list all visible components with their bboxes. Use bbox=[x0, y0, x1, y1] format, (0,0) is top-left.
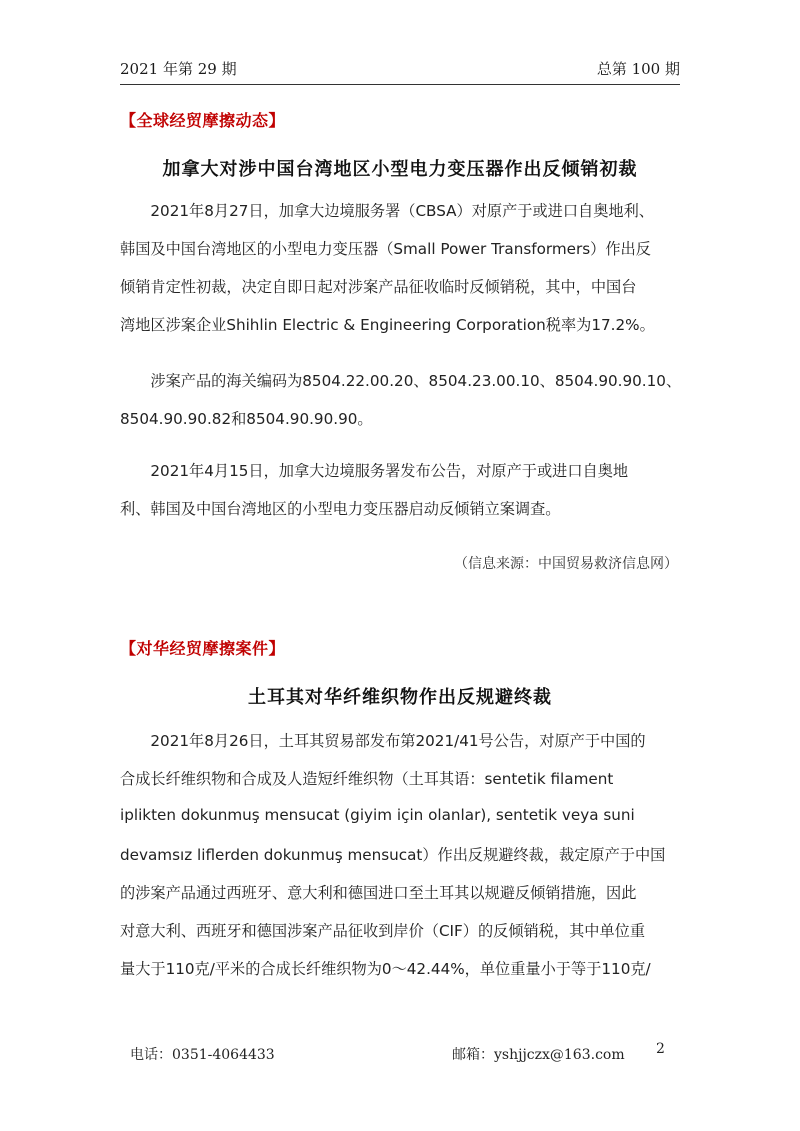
contact-email: 邮箱：yshjjczx@163.com bbox=[452, 1047, 625, 1063]
text-line: 韩国及中国台湾地区的小型电力变压器（Small Power Transformers）作出反 bbox=[120, 240, 651, 258]
article-title-canada: 加拿大对涉中国台湾地区小型电力变压器作出反倾销初裁 bbox=[162, 159, 638, 180]
text-line: 量大于110克/平米的合成长纤维织物为0～42.44%，单位重量小于等于110克/ bbox=[120, 960, 651, 978]
page-number: 2 bbox=[656, 1041, 665, 1057]
paragraph-canada-1 bbox=[120, 200, 680, 350]
text-line: 2021年4月15日，加拿大边境服务署发布公告，对原产于或进口自奥地 bbox=[120, 462, 629, 480]
text-line: 倾销肯定性初裁，决定自即日起对涉案产品征收临时反倾销税，其中，中国台 bbox=[120, 278, 637, 296]
total-issue-number: 总第 100 期 bbox=[596, 60, 680, 78]
text-line: 2021年8月26日，土耳其贸易部发布第2021/41号公告，对原产于中国的 bbox=[120, 732, 646, 750]
page-header bbox=[120, 58, 680, 82]
issue-number: 2021 年第 29 期 bbox=[120, 60, 237, 78]
section-tag-global: 【全球经贸摩擦动态】 bbox=[120, 111, 286, 130]
contact-phone: 电话：0351-4064433 bbox=[130, 1047, 275, 1063]
paragraph-canada-2 bbox=[120, 370, 680, 440]
section-tag-china: 【对华经贸摩擦案件】 bbox=[120, 639, 286, 658]
text-line: 8504.90.90.82和8504.90.90.90。 bbox=[120, 410, 373, 428]
header-divider bbox=[120, 84, 680, 85]
text-line: 合成长纤维织物和合成及人造短纤维织物（土耳其语：sentetik filament bbox=[120, 770, 614, 788]
text-line: devamsız liflerden dokunmuş mensucat）作出反规避终裁，裁定原产于中国 bbox=[120, 846, 666, 864]
text-line: 的涉案产品通过西班牙、意大利和德国进口至土耳其以规避反倾销措施，因此 bbox=[120, 884, 637, 902]
article-title-turkey: 土耳其对华纤维织物作出反规避终裁 bbox=[248, 687, 552, 708]
text-line: 对意大利、西班牙和德国涉案产品征收到岸价（CIF）的反倾销税，其中单位重 bbox=[120, 922, 646, 940]
paragraph-canada-3 bbox=[120, 460, 680, 530]
text-line: 湾地区涉案企业Shihlin Electric & Engineering Corporation税率为17.2%。 bbox=[120, 316, 655, 334]
info-source: （信息来源：中国贸易救济信息网） bbox=[454, 556, 678, 572]
text-line: 利、韩国及中国台湾地区的小型电力变压器启动反倾销立案调查。 bbox=[120, 500, 561, 518]
paragraph-turkey-1 bbox=[120, 730, 680, 1000]
text-line: 2021年8月27日，加拿大边境服务署（CBSA）对原产于或进口自奥地利、 bbox=[120, 202, 654, 220]
text-line: iplikten dokunmuş mensucat (giyim için olanlar), sentetik veya suni bbox=[120, 806, 635, 824]
text-line: 涉案产品的海关编码为8504.22.00.20、8504.23.00.10、8504.90.90.10、 bbox=[120, 372, 682, 390]
page-footer bbox=[120, 1041, 680, 1068]
